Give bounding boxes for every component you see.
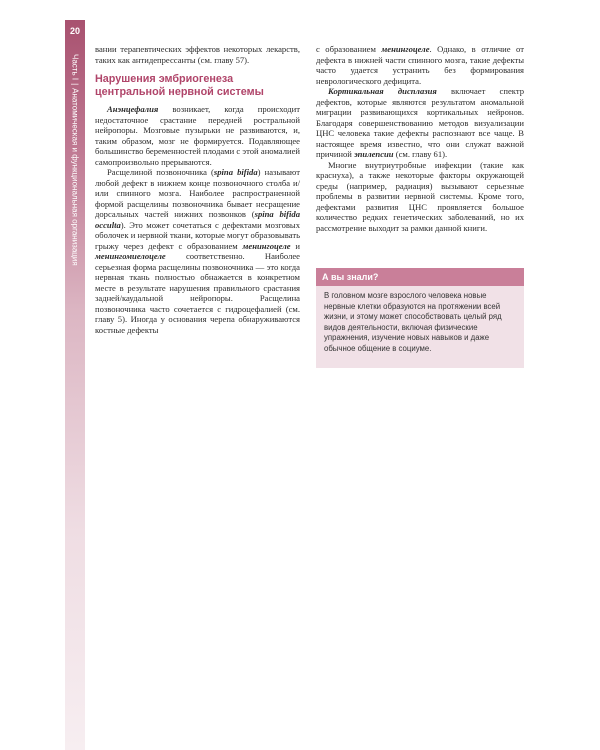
term-anencephaly: Анэнцефалия <box>107 104 159 114</box>
term-spina-bifida: spina bifida <box>213 167 258 177</box>
paragraph-cortical-dysplasia <box>316 86 524 160</box>
left-column <box>95 44 300 335</box>
did-you-know-box <box>316 268 524 368</box>
paragraph-text: соответственно. Наиболее серьезная форма расщелины позвоночника — это когда нервная ткань полностью обнажается в конкретном месте в результате нарушения правильного срастания задней/каудальной нейропоры. Расщелина позвоночника часто сочетается с гидроцефалией (см. главу 5). Иногда у основания черепа обнаруживаются костные дефекты <box>95 251 300 335</box>
paragraph-text: Расщелиной позвоночника ( <box>107 167 214 177</box>
paragraph-text: и <box>290 240 301 251</box>
right-column <box>316 44 524 233</box>
running-head <box>71 54 80 266</box>
paragraph-anencephaly <box>95 104 300 167</box>
paragraph-continued <box>316 44 524 86</box>
part-label: Часть I <box>70 54 80 81</box>
paragraph-text: с образованием <box>316 44 382 54</box>
term-epilepsy: эпилепсии <box>354 149 394 159</box>
part-title: Анатомическая и функциональная организация <box>70 88 80 266</box>
term-meningomyelocele: менингомиелоцеле <box>95 251 166 261</box>
term-spina-bifida-occulta: spina bifida occulta <box>95 209 301 230</box>
running-head-separator: | <box>70 83 80 86</box>
paragraph-continued: вании терапевтических эффектов некоторых лекарств, таких как антидепрессанты (см. главу 57). <box>95 44 300 65</box>
paragraph-text: возникает, когда происходит недостаточное срастание передней ростральной нейропоры. Мозговые пузырьки не развиваются, и, таким образом, мозг не формируется. Подавляющее большинство беременностей плодами с этой аномалией самопроизвольно прерываются. <box>95 104 300 167</box>
paragraph-text: ). Это может сочетаться с дефектами мозговых оболочек и нервной ткани, которые могут образовывать грыжу через дефект с образованием <box>95 219 300 251</box>
term-cortical-dysplasia: Кортикальная дисплазия <box>328 86 437 96</box>
did-you-know-text: В головном мозге взрослого человека новые нервные клетки образуются на протяжении всей жизни, и этому может способствовать целый ряд видов деятельности, включая физические упражнения, изучение новых навыков и даже обычное общение в социуме. <box>324 291 502 353</box>
term-meningocele: менингоцеле <box>381 44 430 54</box>
paragraph-spina-bifida <box>95 167 300 335</box>
paragraph-text: включает спектр дефектов, которые являются результатом аномальной миграции развивающихся кортикальных нейронов. Благодаря совершенствованию методов визуализации ЦНС человека такие дефекты распознают все чаще. В настоящее время известно, что они служат важной причиной <box>316 86 524 159</box>
paragraph-infections: Многие внутриутробные инфекции (такие как краснуха), а также некоторые факторы окружающей среды (например, радиация) вызывают серьезные проблемы в развитии нервной системы. Кроме того, дефектами развития ЦНС проявляется большое количество редких генетических заболеваний, но их рассмотрение выходит за рамки данной книги. <box>316 159 524 233</box>
page-number: 20 <box>69 26 80 36</box>
did-you-know-title: А вы знали? <box>316 268 524 286</box>
paragraph-text: (см. главу 61). <box>393 149 448 159</box>
term-meningocele: менингоцеле <box>242 240 291 251</box>
paragraph-text: ) называют любой дефект в нижнем конце позвоночного столба и/или спинного мозга. Наиболее распространенной формой расщелины позвоночника бывает несращение дорсальных частей нижних позвонков ( <box>95 167 300 219</box>
section-heading: Нарушения эмбриогенеза центральной нервной системы <box>95 73 264 98</box>
sidebar-band <box>65 20 85 750</box>
paragraph-text: . Однако, в отличие от дефекта в нижней части спинного мозга, такие дефекты часто удается устранить без формирования неврологического дефицита. <box>316 44 524 86</box>
